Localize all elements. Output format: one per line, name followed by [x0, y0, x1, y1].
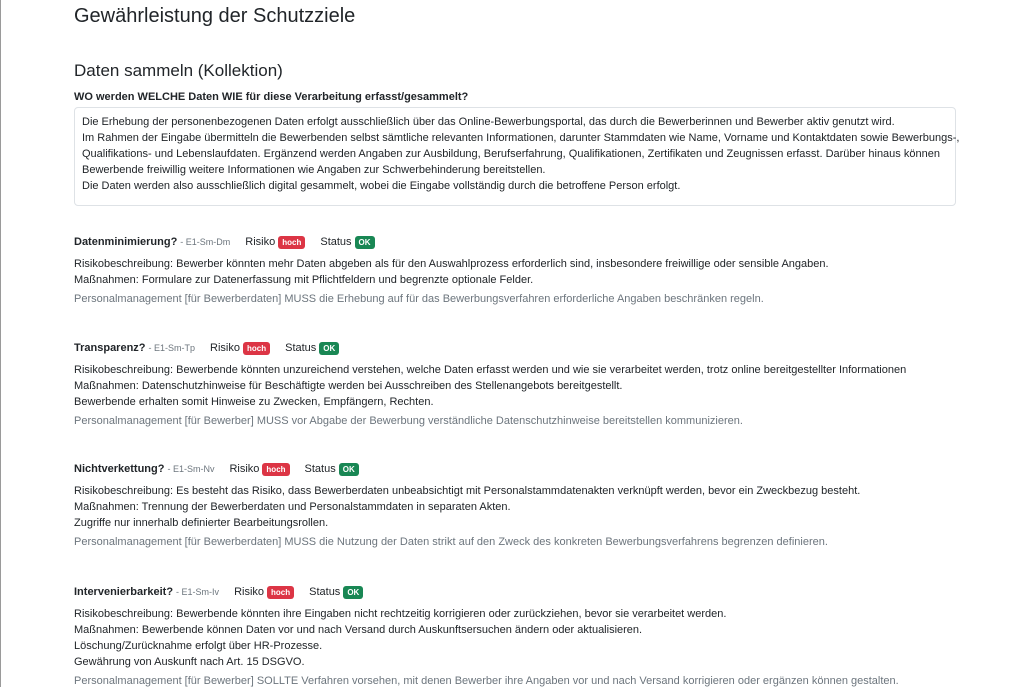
- risk-label: Risiko: [245, 236, 276, 248]
- status-label: Status: [304, 463, 336, 475]
- goal-line: Risikobeschreibung: Bewerbende könnten unzureichend verstehen, welche Daten erfasst werden und wie sie verarbeitet werden, trotz online bereitgestellter Informationen: [74, 364, 907, 376]
- goal-line: Zugriffe nur innerhalb definierter Bearbeitungsrollen.: [74, 517, 329, 529]
- risk-badge: hoch: [262, 463, 289, 476]
- description-line: Die Erhebung der personenbezogenen Daten erfolgt ausschließlich über das Online-Bewerbungsportal, das durch die Bewerberinnen und Bewerber aktiv genutzt wird.: [82, 116, 895, 128]
- goal-body: [74, 256, 974, 288]
- status-label: Status: [320, 236, 352, 248]
- goal-body: [74, 606, 974, 670]
- status-badge: OK: [355, 236, 375, 249]
- risk-badge: hoch: [243, 342, 270, 355]
- goal-nichtverkettung: [74, 461, 974, 550]
- section-title: Daten sammeln (Kollektion): [74, 61, 283, 80]
- goal-code: - E1-Sm-Dm: [180, 237, 231, 247]
- goal-body: [74, 362, 974, 410]
- goal-name: Transparenz?: [74, 342, 146, 354]
- goal-name: Datenminimierung?: [74, 236, 178, 248]
- description-line: Im Rahmen der Eingabe übermitteln die Bewerbenden selbst sämtliche relevanten Informationen, darunter Stammdaten wie Name, Vorname und Kontaktdaten sowie Bewerbungs-,: [82, 132, 960, 144]
- goal-requirement: Personalmanagement [für Bewerberdaten] MUSS die Erhebung auf für das Bewerbungsverfahren erforderliche Angaben beschränken regeln.: [74, 293, 764, 305]
- goal-body: [74, 483, 974, 531]
- goal-code: - E1-Sm-Tp: [148, 343, 196, 353]
- status-badge: OK: [339, 463, 359, 476]
- description-line: Qualifikations- und Lebenslaufdaten. Ergänzend werden Angaben zur Ausbildung, Berufserfahrung, Qualifikationen, Zertifikaten und Zeugnissen erfasst. Darüber hinaus können: [82, 148, 940, 160]
- risk-label: Risiko: [229, 463, 260, 475]
- goal-line: Maßnahmen: Datenschutzhinweise für Beschäftigte werden bei Ausschreiben des Stellenangebots bereitgestellt.: [74, 380, 623, 392]
- goal-header: [74, 584, 974, 600]
- goal-line: Risikobeschreibung: Es besteht das Risiko, dass Bewerberdaten unbeabsichtigt mit Personalstammdatenakten verknüpft werden, bevor ein Zweckbezug besteht.: [74, 485, 861, 497]
- goal-line: Gewährung von Auskunft nach Art. 15 DSGVO.: [74, 656, 305, 668]
- risk-label: Risiko: [234, 586, 265, 598]
- status-label: Status: [285, 342, 317, 354]
- description-box[interactable]: [74, 107, 960, 206]
- goal-line: Maßnahmen: Formulare zur Datenerfassung mit Pflichtfeldern und begrenzte optionale Felder.: [74, 274, 534, 286]
- description-line: Bewerbende freiwillig weitere Informationen wie Angaben zur Schwerbehinderung bereitstellen.: [82, 164, 546, 176]
- status-label: Status: [309, 586, 341, 598]
- goal-header: [74, 234, 974, 250]
- page-title: Gewährleistung der Schutzziele: [74, 5, 356, 27]
- goal-requirement: Personalmanagement [für Bewerberdaten] MUSS die Nutzung der Daten strikt auf den Zweck des konkreten Bewerbungsverfahrens begrenzen definieren.: [74, 536, 828, 548]
- goal-header: [74, 461, 974, 477]
- goal-line: Löschung/Zurücknahme erfolgt über HR-Prozesse.: [74, 640, 323, 652]
- risk-badge: hoch: [278, 236, 305, 249]
- goal-datenminimierung: [74, 234, 974, 307]
- window-left-border: [0, 0, 1, 687]
- goal-name: Intervenierbarkeit?: [74, 586, 174, 598]
- goal-line: Maßnahmen: Trennung der Bewerberdaten und Personalstammdaten in separaten Akten.: [74, 501, 511, 513]
- goal-code: - E1-Sm-Nv: [167, 464, 215, 474]
- status-badge: OK: [319, 342, 339, 355]
- status-badge: OK: [343, 586, 363, 599]
- goal-requirement: Personalmanagement [für Bewerber] SOLLTE Verfahren vorsehen, mit denen Bewerber ihre Angaben vor und nach Versand korrigieren oder ergänzen können gestalten.: [74, 675, 899, 687]
- risk-badge: hoch: [267, 586, 294, 599]
- section-question: WO werden WELCHE Daten WIE für diese Verarbeitung erfasst/gesammelt?: [74, 91, 469, 103]
- description-line: Die Daten werden also ausschließlich digital gesammelt, wobei die Eingabe vollständig durch die betroffene Person erfolgt.: [82, 180, 681, 192]
- risk-label: Risiko: [210, 342, 240, 354]
- goal-line: Bewerbende erhalten somit Hinweise zu Zwecken, Empfängern, Rechten.: [74, 396, 434, 408]
- goal-line: Risikobeschreibung: Bewerbende könnten ihre Eingaben nicht rechtzeitig korrigieren oder zurückziehen, bevor sie verarbeitet werden.: [74, 608, 727, 620]
- goal-header: [74, 340, 974, 356]
- goal-requirement: Personalmanagement [für Bewerber] MUSS vor Abgabe der Bewerbung verständliche Datenschutzhinweise bereitstellen kommunizieren.: [74, 415, 743, 427]
- goal-line: Risikobeschreibung: Bewerber könnten mehr Daten abgeben als für den Auswahlprozess erforderlich sind, insbesondere freiwillige oder sensible Angaben.: [74, 258, 829, 270]
- goal-transparenz: [74, 340, 974, 429]
- goal-line: Maßnahmen: Bewerbende können Daten vor und nach Versand durch Auskunftsersuchen ändern oder aktualisieren.: [74, 624, 643, 636]
- goal-intervenierbarkeit: [74, 584, 974, 689]
- goal-code: - E1-Sm-Iv: [176, 587, 220, 597]
- goal-name: Nichtverkettung?: [74, 463, 165, 475]
